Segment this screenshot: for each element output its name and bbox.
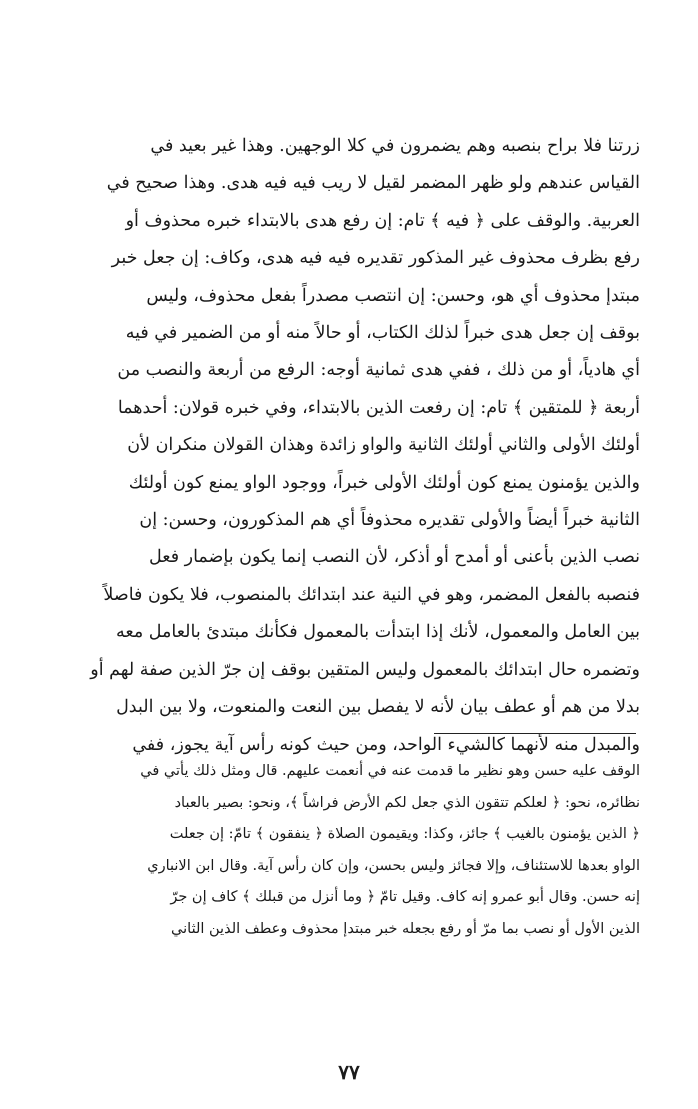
text-line: رفع بظرف محذوف غير المذكور تقديره فيه فيه هدى، وكاف: إن جعل خبر	[111, 248, 640, 269]
footnote-line: الذين الأول أو نصب بما مرّ أو رفع بجعله خبر مبتدإ محذوف وعطف الذين الثاني	[171, 920, 640, 937]
text-line: أي هادياً، أو من ذلك ، ففي هدى ثمانية أوجه: الرفع من أربعة والنصب من	[117, 360, 640, 381]
page-number: ٧٧	[338, 1060, 360, 1084]
footnote-line: ﴿ الذين يؤمنون بالغيب ﴾ جائز، وكذا: ويقيمون الصلاة ﴿ ينفقون ﴾ تامّ: إن جعلت	[169, 826, 640, 843]
text-line: بين العامل والمعمول، لأنك إذا ابتدأت بالمعمول فكأنك مبتدئ بالعامل معه	[116, 622, 640, 643]
text-line: أربعة ﴿ للمتقين ﴾ تام: إن رفعت الذين بالابتداء، وفي خبره قولان: أحدهما	[117, 397, 640, 418]
footnote-divider	[434, 733, 636, 734]
text-line: والمبدل منه لأنهما كالشيء الواحد، ومن حيث كونه رأس آية يجوز، ففي	[132, 734, 640, 755]
text-line: القياس عندهم ولو ظهر المضمر لقيل لا ريب فيه فيه هدى. وهذا صحيح في	[106, 173, 640, 194]
text-line: زرتنا فلا براح بنصبه وهم يضمرون في كلا الوجهين. وهذا غير بعيد في	[150, 136, 640, 156]
text-line: بوقف إن جعل هدى خبراً لذلك الكتاب، أو حالاً منه أو من الضمير في فيه	[125, 323, 640, 344]
text-line: فنصبه بالفعل المضمر، وهو في النية عند ابتدائك بالمنصوب، فلا يكون فاصلاً	[103, 584, 640, 605]
footnote-line: الواو بعدها للاستئناف، وإلا فجائز وليس بحسن، وإن كان رأس آية. وقال ابن الانباري	[147, 857, 640, 874]
main-text	[58, 128, 640, 764]
footnote-line: الوقف عليه حسن وهو نظير ما قدمت عنه في أنعمت عليهم. قال ومثل ذلك يأتي في	[140, 763, 640, 779]
text-line: الثانية خبراً أيضاً والأولى تقديره محذوفاً أي هم المذكورون، وحسن: إن	[139, 510, 640, 531]
footnote-line: إنه حسن. وقال أبو عمرو إنه كاف. وقيل تامّ ﴿ وما أنزل من قبلك ﴾ كاف إن جرّ	[170, 889, 640, 906]
text-line: بدلا من هم أو عطف بيان لأنه لا يفصل بين النعت والمنعوت، ولا بين البدل	[116, 697, 640, 718]
text-line: نصب الذين بأعنى أو أمدح أو أذكر، لأن النصب إنما يكون بإضمار فعل	[149, 547, 640, 568]
text-line: العربية. والوقف على ﴿ فيه ﴾ تام: إن رفع هدى بالابتداء خبره محذوف أو	[125, 210, 640, 231]
footnotes	[62, 756, 640, 946]
text-line: والذين يؤمنون يمنع كون أولئك الأولى خبراً، ووجود الواو يمنع كون أولئك	[128, 472, 640, 493]
text-line: أولئك الأولى والثاني أولئك الثانية والواو زائدة وهذان القولان منكران لأن	[127, 435, 640, 456]
text-line: مبتدإ محذوف أي هو، وحسن: إن انتصب مصدراً بفعل محذوف، وليس	[146, 285, 640, 306]
footnote-line: نظائره، نحو: ﴿ لعلكم تتقون الذي جعل لكم الأرض فراشاً ﴾، ونحو: بصير بالعباد	[174, 794, 640, 811]
text-line: وتضمره حال ابتدائك بالمعمول وليس المتقين بوقف إن جرّ الذين صفة لهم أو	[90, 659, 640, 680]
